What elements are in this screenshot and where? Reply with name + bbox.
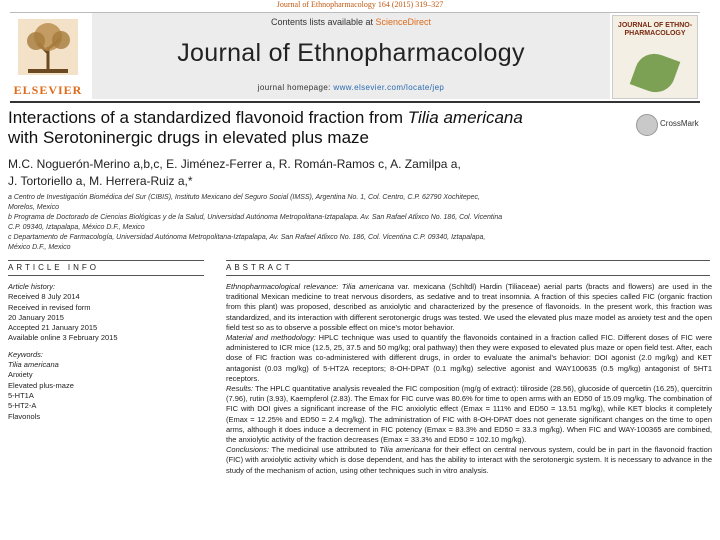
homepage-prefix: journal homepage: <box>257 83 334 92</box>
journal-name: Journal of Ethnopharmacology <box>177 39 525 67</box>
article-title <box>8 108 608 148</box>
conclusions-text: for their effect on central nervous system, could be in part in the flavonoid fraction (FIC) with anxiolytic activity which is dose dependent, and has the ability to interact with the serotonergic system. It is necessary to advance in the study of the mechanism of action, using other techniques such in vitro analysis. <box>226 445 712 475</box>
crossmark-badge[interactable] <box>636 112 706 138</box>
crossmark-icon <box>636 114 658 136</box>
affiliations <box>8 193 708 253</box>
relevance-text: var. mexicana (Schltdl) Hardin (Tiliaceae) aerial parts (bracts and flowers) are used in the traditional Mexican medicine to treat nervous disorders, as sedative and to treat insomnia. A fraction of this species called FIC (organic fraction from this plant) was proposed, described as anxiolytic and characterized by the presence of flavonoids. In the present work, this fraction was standardized, and its interaction with different serotonergic drugs was tested. We used the elevated plus maze model as anxiety test and the open field test so as to observe a possible effect on mice's motor behavior. <box>226 282 712 332</box>
affiliation-line: c Departamento de Farmacología, Universidad Autónoma Metropolitana-Iztapalapa, Av. San Rafael Atlixco No. 186, Col. Vicentina C.P. 09340, Iztapalapa, <box>8 234 486 241</box>
results-label: Results: <box>226 384 254 394</box>
results-text: The HPLC quantitative analysis revealed the FIC composition (mg/g of extract): tiliroside (28.56), glucoside of quercetin (16.25), quercitrin (7.96), rutin (3.93), Kaempferol (2.83). The Emax for FIC curve was 80.6% for time to open arms with an ED50 of 15.09 mg/kg. The combination of FIC with DOI gives a significant increase of the FIC anxiolytic effect (Emax = 111% and ED50 = 13.51 mg/kg), while KET blocks it completely (Emax = 12.25% and ED50 = 2.4 mg/kg). The administration of FIC with 8-OH-DPAT does not generate significant changes on the time to open arms, although it does induce a decrement in FIC potency (Emax = 83.3% and ED50 = 33.3 mg/kg). When FIC and WAY-100365 are combined, the anxiolytic activity of the fraction decreases (Emax = 33.3% and ED50 = 102.10 mg/kg). <box>226 384 712 445</box>
relevance-label: Ethnopharmacological relevance: <box>226 282 339 291</box>
homepage-line <box>92 83 610 92</box>
affiliation-line: México D.F., Mexico <box>8 244 71 251</box>
affiliation-line: a Centro de Investigación Biomédica del Sur (CIBIS), Instituto Mexicano del Seguro Social (IMSS), Argentina No. 1, Col. Centro, C.P. 62790 Xochitepec, <box>8 194 480 201</box>
cover-leaf-icon <box>630 48 681 97</box>
elsevier-tree-icon <box>18 19 78 75</box>
keywords-label: Keywords: <box>8 349 44 359</box>
history-item: Available online 3 February 2015 <box>8 333 118 343</box>
history-item: Received 8 July 2014 <box>8 292 80 302</box>
abstract-methods <box>226 333 712 384</box>
article-info <box>8 282 204 422</box>
title-line-2: with Serotoninergic drugs in elevated plus maze <box>8 128 369 147</box>
abstract-results <box>226 384 712 445</box>
relevance-species: Tilia americana <box>341 282 395 291</box>
history-item: 20 January 2015 <box>8 312 64 322</box>
contents-prefix: Contents lists available at <box>270 17 376 27</box>
title-part: Interactions of a standardized flavonoid fraction from <box>8 108 408 127</box>
crossmark-label: CrossMark <box>660 119 699 128</box>
conclusions-species: Tilia americana <box>379 445 431 455</box>
keyword-item: Anxiety <box>8 370 33 380</box>
abstract-heading: ABSTRACT <box>226 260 710 276</box>
elsevier-logo <box>10 15 86 99</box>
methods-text: HPLC technique was used to quantify the flavonoids contained in a fraction called FIC. Different doses of FIC were administered to ICR mice (12.5, 25, 37.5 and 50 mg/kg; oral pathway) then they were exposed to elevated plus maze or open field test. After, each dose of FIC fraction was co-administered with different drugs, in order to evaluate the animal's behavior: DOI agonist (2.0 mg/kg) and KET antagonist (0.03 mg/kg) of 5-HT2A receptors; 8-OH-DPAT (0.1 mg/kg) selective agonist and WAY100635 (0.5 mg/kg) antagonist of 5HT1 receptors. <box>226 333 712 383</box>
keyword-item: Flavonols <box>8 411 41 421</box>
conclusions-pre: The medicinal use attributed to <box>268 445 380 455</box>
affiliation-line: Morelos, Mexico <box>8 204 59 211</box>
authors-line: M.C. Noguerón-Merino a,b,c, E. Jiménez-Ferrer a, R. Román-Ramos c, A. Zamilpa a, <box>8 157 461 171</box>
article-info-heading: ARTICLE INFO <box>8 260 204 276</box>
journal-citation: Journal of Ethnopharmacology 164 (2015) 319–327 <box>276 0 444 9</box>
sciencedirect-link[interactable]: ScienceDirect <box>375 17 432 27</box>
homepage-link[interactable]: www.elsevier.com/locate/jep <box>333 83 445 92</box>
cover-title: JOURNAL OF ETHNO-PHARMACOLOGY <box>617 22 693 37</box>
affiliation-line: C.P. 09340, Iztapalapa, México D.F., Mexico <box>8 224 145 231</box>
title-species: Tilia americana <box>407 108 523 127</box>
methods-label: Material and methodology: <box>226 333 316 343</box>
publisher-name: ELSEVIER <box>13 83 83 97</box>
keyword-item: 5-HT2-A <box>8 401 37 411</box>
keyword-item: Tilia americana <box>8 360 59 370</box>
affiliation-line: b Programa de Doctorado de Ciencias Biológicas y de la Salud, Universidad Autónoma Metropolitana-Iztapalapa. Av. San Rafael Atlixco No. 186, Col. Vicentina <box>8 214 503 221</box>
history-item: Received in revised form <box>8 302 91 312</box>
abstract-body <box>226 282 712 476</box>
history-item: Accepted 21 January 2015 <box>8 323 98 333</box>
authors-line: J. Tortoriello a, M. Herrera-Ruiz a,* <box>8 174 193 188</box>
author-list <box>8 156 708 190</box>
history-label: Article history: <box>8 282 56 291</box>
journal-header <box>10 12 700 103</box>
journal-banner <box>92 13 610 99</box>
keyword-item: 5-HT1A <box>8 390 34 400</box>
abstract-conclusions <box>226 445 712 476</box>
keyword-item: Elevated plus-maze <box>8 380 74 390</box>
contents-line <box>92 17 610 27</box>
journal-cover-thumbnail <box>612 15 698 99</box>
conclusions-label: Conclusions: <box>226 445 269 455</box>
abstract-relevance <box>226 282 712 333</box>
